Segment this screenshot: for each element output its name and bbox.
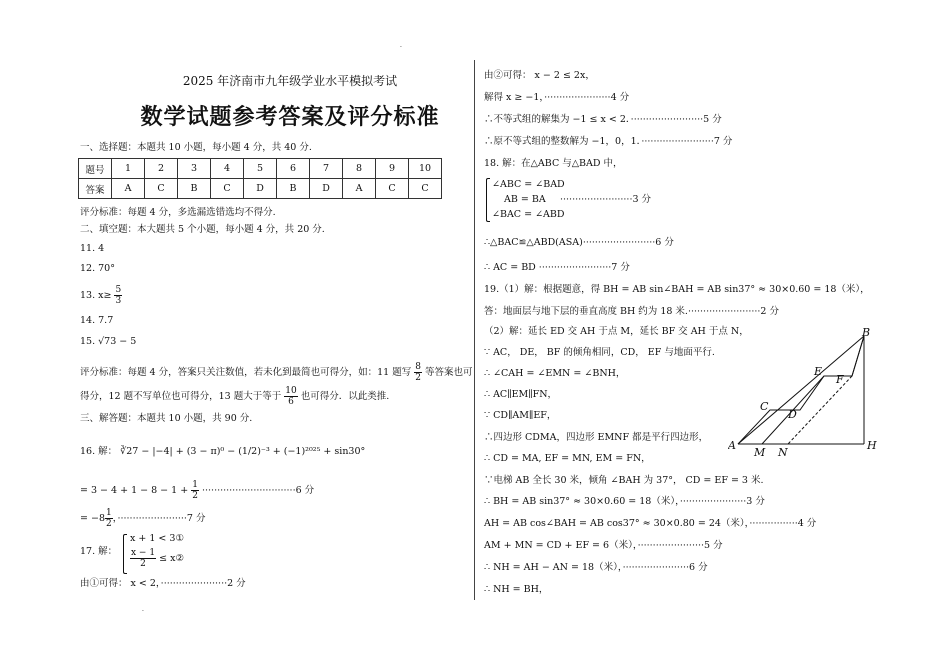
right-line-5: 18. 解：在△ABC 与△BAD 中， [484, 158, 623, 169]
table-cell: 10 [409, 159, 442, 179]
page-title: 数学试题参考答案及评分标准 [140, 105, 440, 130]
table-cell: 7 [310, 159, 343, 179]
right-line-12: ∵ AC， DE， BF 的倾角相同，CD， EF 与地面平行. [484, 347, 715, 358]
fraction: $\frac{1}{2}$ [192, 480, 198, 501]
right-line-3: ∴不等式组的解集为 −1 ≤ x < 2．························5 分 [484, 114, 722, 125]
q18-cond1: ∠ABC = ∠BAD [492, 179, 565, 190]
q18-cond3: ∠BAC = ∠ABD [492, 209, 565, 220]
label-A: A [728, 439, 736, 452]
column-divider [474, 60, 475, 600]
q17-label: 17. 解： [80, 546, 118, 557]
q16-line2: = 3 − 4 + 1 − 8 − 1 + $\frac{1}{2}$ ·······························6 分 [80, 480, 315, 501]
q17-step1: 由①可得： x < 2，······················2 分 [80, 578, 246, 589]
table-cell: B [277, 179, 310, 199]
right-line-22: ∴ NH = AH − AN = 18（米），······················6 分 [484, 562, 708, 573]
section2-note-line2: 得分，12 题不写单位也可得分，13 题大于等于 $\frac{10}{6}$ 也可得分．以此类推. [80, 386, 390, 407]
label-N: N [778, 446, 788, 458]
label-D: D [788, 408, 797, 421]
table-cell: 6 [277, 159, 310, 179]
right-line-9: 19.（1）解：根据题意，得 BH = AB sin∠BAH = AB sin37° ≈ 30×0.60 = 18（米）， [484, 284, 870, 295]
section2-heading: 二、填空题：本大题共 5 个小题，每小题 4 分，共 20 分. [80, 224, 325, 235]
table-cell: C [145, 179, 178, 199]
answer-table [78, 158, 442, 199]
q17-ineq1: x + 1 < 3① [130, 533, 184, 544]
exam-subtitle: 2025 年济南市九年级学业水平模拟考试 [182, 74, 398, 88]
answer-15: 15. √73 − 5 [80, 336, 137, 347]
right-line-17: ∴ CD = MA, EF = MN, EM = FN， [484, 453, 651, 464]
q16-line1: 16. 解： ∛27 − |−4| + (3 − π)⁰ − (1/2)⁻³ + (−1)²⁰²⁵ + sin30° [80, 446, 366, 457]
fraction: $\frac{1}{2}$ [105, 508, 112, 529]
right-line-15: ∵ CD∥AM∥EF， [484, 410, 557, 421]
table-cell: 5 [244, 159, 277, 179]
answer-13-prefix: 13. x≥ [80, 290, 112, 301]
table-cell: 9 [376, 159, 409, 179]
table-cell: D [244, 179, 277, 199]
table-cell: 1 [112, 159, 145, 179]
fraction: $\frac{5}{3}$ [115, 285, 122, 306]
answer-14: 14. 7.7 [80, 315, 114, 326]
table-label-q: 题号 [79, 159, 112, 179]
right-line-1: 由②可得： x − 2 ≤ 2x， [484, 70, 595, 81]
escalator-figure [728, 328, 888, 458]
section2-note-line1: 评分标准：每题 4 分，答案只关注数值，若未化到最简也可得分，如：11 题写 $\frac{8}{2}$ 等答案也可 [80, 362, 473, 383]
q16-line3: = −8 $\frac{1}{2}$ ，·······················7 分 [80, 508, 206, 529]
right-line-8: ∴ AC = BD ························7 分 [484, 262, 630, 273]
table-cell: D [310, 179, 343, 199]
table-cell: C [211, 179, 244, 199]
label-C: C [760, 400, 769, 413]
table-cell: 4 [211, 159, 244, 179]
page-dot-bottom: · [142, 608, 144, 615]
system-brace [486, 178, 490, 222]
segment-AB [738, 336, 864, 444]
q18-score: ························3 分 [560, 194, 652, 205]
right-line-23: ∴ NH = BH， [484, 584, 549, 595]
fraction: $\frac{x - 1}{2}$ [131, 548, 156, 569]
right-line-21: AM + MN = CD + EF = 6（米），······················5 分 [484, 540, 723, 551]
table-cell: 8 [343, 159, 376, 179]
answer-11: 11. 4 [80, 243, 105, 254]
label-E: E [814, 365, 823, 378]
answer-12: 12. 70° [80, 263, 115, 274]
page-dot-top: · [400, 44, 402, 51]
right-line-7: ∴△BAC≌△ABD(ASA)························6 分 [484, 237, 674, 248]
table-row-answers [79, 179, 442, 199]
right-line-19: ∴ BH = AB sin37° ≈ 30×0.60 = 18（米），······················3 分 [484, 496, 765, 507]
table-cell: B [178, 179, 211, 199]
table-cell: C [376, 179, 409, 199]
right-line-11: （2）解：延长 ED 交 AH 于点 M，延长 BF 交 AH 于点 N， [484, 326, 749, 337]
table-label-a: 答案 [79, 179, 112, 199]
label-B: B [862, 328, 871, 339]
section1-note: 评分标准：每题 4 分，多选漏选错选均不得分. [80, 207, 276, 218]
fraction: $\frac{10}{6}$ [285, 386, 297, 407]
right-line-10: 答：地面层与地下层的垂直高度 BH 约为 18 米.························2 分 [484, 306, 779, 317]
table-row-numbers [79, 159, 442, 179]
system-brace [123, 534, 127, 574]
table-cell: 2 [145, 159, 178, 179]
right-line-18: ∵电梯 AB 全长 30 米，倾角 ∠BAH 为 37°， CD = EF = 3 米. [484, 475, 764, 486]
fraction: $\frac{8}{2}$ [415, 362, 421, 383]
table-cell: C [409, 179, 442, 199]
q17-ineq2: $\frac{x - 1}{2}$ ≤ x② [131, 548, 184, 569]
label-F: F [836, 373, 844, 386]
right-line-13: ∴ ∠CAH = ∠EMN = ∠BNH， [484, 368, 626, 379]
right-line-14: ∴ AC∥EM∥FN， [484, 389, 558, 400]
table-cell: A [112, 179, 145, 199]
table-cell: A [343, 179, 376, 199]
label-H: H [867, 439, 877, 452]
segment-BF [852, 336, 864, 376]
section3-heading: 三、解答题：本题共 10 小题，共 90 分. [80, 413, 253, 424]
right-line-2: 解得 x ≥ −1，······················4 分 [484, 92, 630, 103]
right-line-16: ∴四边形 CDMA，四边形 EMNF 都是平行四边形， [484, 432, 709, 443]
table-cell: 3 [178, 159, 211, 179]
label-M: M [754, 446, 766, 458]
section1-heading: 一、选择题：本题共 10 小题，每小题 4 分，共 40 分. [80, 142, 312, 153]
answer-13 [80, 285, 122, 306]
right-line-20: AH = AB cos∠BAH = AB cos37° ≈ 30×0.80 = 24（米），················4 分 [484, 518, 817, 529]
right-line-4: ∴原不等式组的整数解为 −1，0，1．························7 分 [484, 136, 733, 147]
q18-cond2: AB = BA [504, 194, 546, 205]
